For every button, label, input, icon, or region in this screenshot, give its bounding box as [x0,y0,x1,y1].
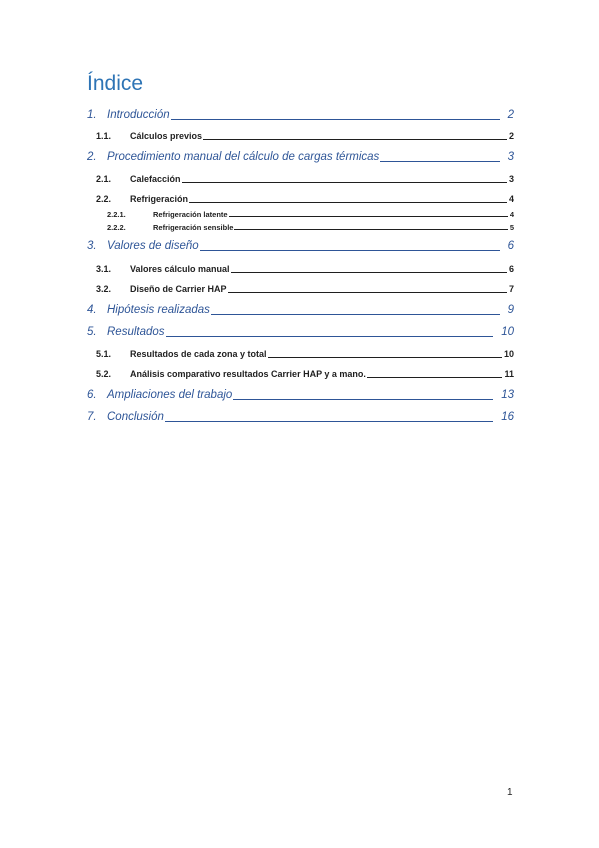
toc-leader-line [367,377,503,378]
toc-entry-number: 2.2.1. [107,209,126,219]
toc-entry-number: 2.2.2. [107,222,126,232]
toc-entry-label: Procedimiento manual del cálculo de cargas térmicas [107,150,380,163]
toc-entry-1[interactable] [87,107,514,121]
toc-entry-label: Análisis comparativo resultados Carrier HAP y a mano. [130,369,366,379]
toc-entry-2-2-1[interactable] [107,208,514,218]
toc-leader-line [234,229,507,230]
toc-leader-line [166,336,494,337]
toc-entry-label: Refrigeración latente [153,209,228,219]
toc-entry-page: 13 [501,388,514,401]
toc-entry-3-1[interactable] [96,262,514,274]
toc-entry-2-2-2[interactable] [107,221,514,231]
toc-entry-label: Diseño de Carrier HAP [130,284,227,294]
toc-entry-number: 6. [87,388,97,401]
toc-entry-page: 16 [501,410,514,423]
toc-entry-number: 4. [87,303,97,316]
page-number: 1 [507,787,513,798]
toc-entry-label: Resultados de cada zona y total [130,349,267,359]
toc-entry-page: 11 [504,369,514,379]
toc-entry-label: Cálculos previos [130,131,203,141]
toc-leader-line [211,314,500,315]
toc-entry-page: 4 [509,209,514,219]
toc-leader-line [228,292,507,293]
toc-entry-5-2[interactable] [96,367,514,379]
toc-entry-2[interactable] [87,149,514,163]
toc-entry-label: Introducción [107,108,170,121]
toc-entry-number: 7. [87,410,97,423]
toc-entry-number: 5. [87,325,97,338]
toc-entry-6[interactable] [87,387,514,401]
toc-entry-number: 1.1. [96,131,112,141]
toc-entry-label: Hipótesis realizadas [107,303,210,316]
toc-entry-page: 6 [507,239,514,252]
toc-entry-label: Valores cálculo manual [130,264,230,274]
toc-leader-line [165,421,493,422]
toc-entry-label: Valores de diseño [107,239,199,252]
toc-leader-line [268,357,502,358]
toc-entry-number: 5.2. [96,369,112,379]
toc-entry-2-2[interactable] [96,192,514,204]
toc-entry-page: 5 [509,222,514,232]
toc-leader-line [203,139,507,140]
toc-leader-line [380,161,499,162]
toc-leader-line [233,399,493,400]
toc-entry-page: 2 [507,108,514,121]
toc-entry-page: 10 [503,349,514,359]
toc-entry-3-2[interactable] [96,282,514,294]
toc-entry-label: Ampliaciones del trabajo [107,388,233,401]
toc-title: Índice [87,72,144,95]
toc-leader-line [182,182,507,183]
toc-entry-page: 2 [508,131,514,141]
toc-entry-label: Conclusión [107,410,164,423]
toc-entry-5[interactable] [87,324,514,338]
toc-entry-page: 10 [501,325,514,338]
toc-entry-page: 3 [507,150,514,163]
toc-entry-page: 4 [508,194,514,204]
toc-leader-line [171,119,500,120]
toc-entry-number: 2.2. [96,194,112,204]
toc-entry-number: 1. [87,108,97,121]
toc-entry-number: 5.1. [96,349,112,359]
toc-leader-line [231,272,507,273]
toc-entry-number: 3. [87,239,97,252]
toc-entry-number: 3.2. [96,284,112,294]
toc-entry-page: 6 [508,264,514,274]
toc-entry-page: 9 [507,303,514,316]
toc-entry-2-1[interactable] [96,172,514,184]
toc-entry-7[interactable] [87,409,514,423]
toc-leader-line [229,216,508,217]
toc-entry-3[interactable] [87,238,514,252]
toc-entry-page: 3 [508,174,514,184]
toc-entry-label: Refrigeración [130,194,189,204]
toc-entry-label: Calefacción [130,174,181,184]
toc-leader-line [189,202,507,203]
toc-entry-1-1[interactable] [96,129,514,141]
toc-entry-number: 2. [87,150,97,163]
toc-entry-label: Refrigeración sensible [153,222,234,232]
toc-entry-5-1[interactable] [96,347,514,359]
toc-entry-number: 3.1. [96,264,112,274]
toc-entry-page: 7 [508,284,514,294]
toc-leader-line [200,250,500,251]
toc-entry-4[interactable] [87,302,514,316]
toc-entry-number: 2.1. [96,174,112,184]
toc-entry-label: Resultados [107,325,165,338]
